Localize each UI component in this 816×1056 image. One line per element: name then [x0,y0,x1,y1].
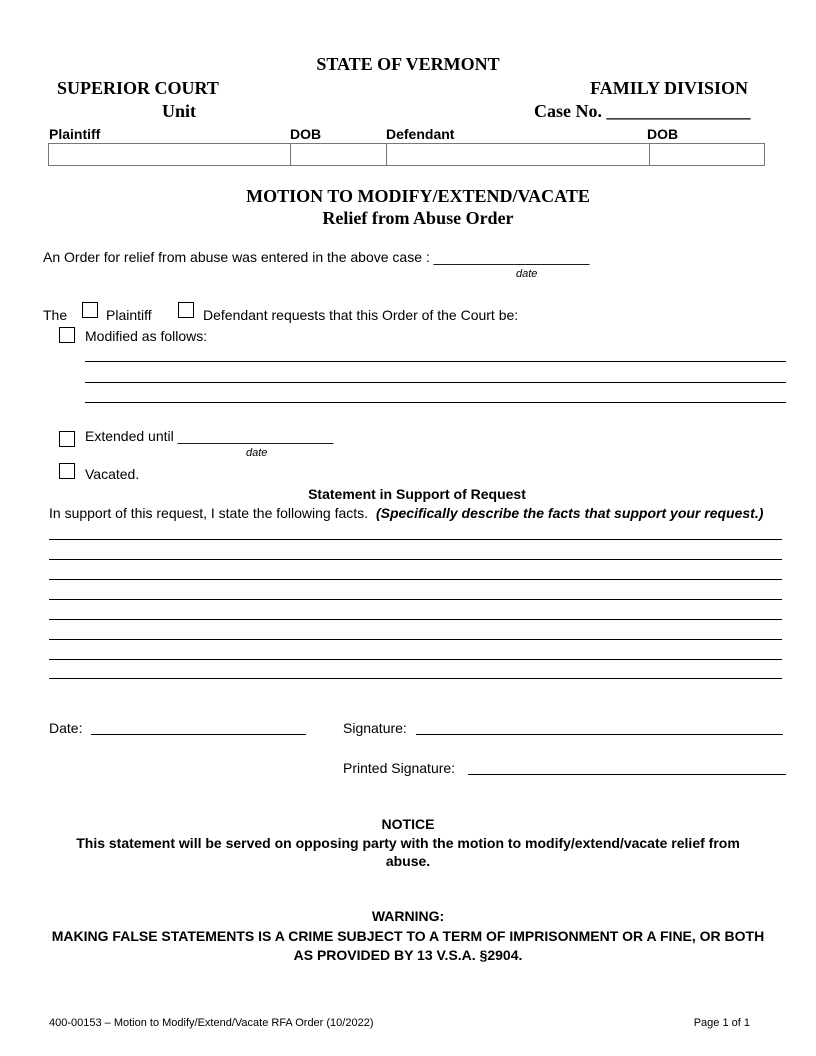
extended-checkbox[interactable] [59,431,75,447]
dob-label-defendant: DOB [647,126,679,142]
modification-line[interactable] [85,382,786,383]
notice-heading: NOTICE [381,816,435,832]
case-number: Case No. ________________ [534,101,751,121]
defendant-checkbox[interactable] [178,302,194,318]
vacated-checkbox[interactable] [59,463,75,479]
unit-label: Unit [162,101,197,121]
statement-line[interactable] [49,619,782,620]
extended-label: Extended until ____________________ [85,428,334,444]
defendant-label: Defendant [386,126,455,142]
modified-checkbox[interactable] [59,327,75,343]
modification-line[interactable] [85,402,786,403]
form-id: 400-00153 – Motion to Modify/Extend/Vacate RFA Order (10/2022) [49,1017,374,1029]
parties-table [48,143,765,166]
vacated-label: Vacated. [85,466,140,482]
plaintiff-field[interactable] [49,144,291,166]
state-heading: STATE OF VERMONT [316,54,500,74]
form-title: MOTION TO MODIFY/EXTEND/VACATE [246,186,590,206]
signature-line[interactable] [416,734,783,735]
statement-line[interactable] [49,559,782,560]
statement-intro-text: In support of this request, I state the following facts. [49,505,369,521]
statement-line[interactable] [49,639,782,640]
page-number: Page 1 of 1 [693,1017,750,1029]
court-name: SUPERIOR COURT [57,78,219,98]
statement-heading: Statement in Support of Request [308,486,526,502]
order-date-caption: date [516,268,538,280]
form-subtitle: Relief from Abuse Order [322,208,514,228]
printed-signature-line[interactable] [468,774,786,775]
statement-line[interactable] [49,678,782,679]
division-name: FAMILY DIVISION [590,78,748,98]
plaintiff-dob-field[interactable] [290,144,386,166]
the-label: The [43,307,68,323]
modified-label: Modified as follows: [85,328,208,344]
plaintiff-checkbox[interactable] [82,302,98,318]
plaintiff-label: Plaintiff [49,126,101,142]
defendant-dob-field[interactable] [650,144,765,166]
dob-label-plaintiff: DOB [290,126,322,142]
statement-line[interactable] [49,659,782,660]
notice-text: This statement will be served on opposing party with the motion to modify/extend/vacate relief from abuse. [76,835,740,869]
statement-intro [49,505,763,521]
warning-heading: WARNING: [371,908,445,924]
defendant-request-text: Defendant requests that this Order of the Court be: [203,307,519,323]
extended-date-caption: date [246,447,268,459]
signature-label: Signature: [343,720,407,736]
statement-line[interactable] [49,599,782,600]
order-entered-text: An Order for relief from abuse was entered in the above case : ____________________ [43,249,590,265]
plaintiff-option-label: Plaintiff [106,307,152,323]
date-line[interactable] [91,734,306,735]
modification-line[interactable] [85,361,786,362]
date-label: Date: [49,720,83,736]
warning-text: MAKING FALSE STATEMENTS IS A CRIME SUBJECT TO A TERM OF IMPRISONMENT OR A FINE, OR BOTH AS PROVIDED BY 13 V.S.A. §2904. [51,928,765,963]
printed-signature-label: Printed Signature: [343,760,456,776]
statement-instruction: (Specifically describe the facts that support your request.) [375,505,764,521]
statement-line[interactable] [49,579,782,580]
defendant-field[interactable] [386,144,650,166]
statement-line[interactable] [49,539,782,540]
